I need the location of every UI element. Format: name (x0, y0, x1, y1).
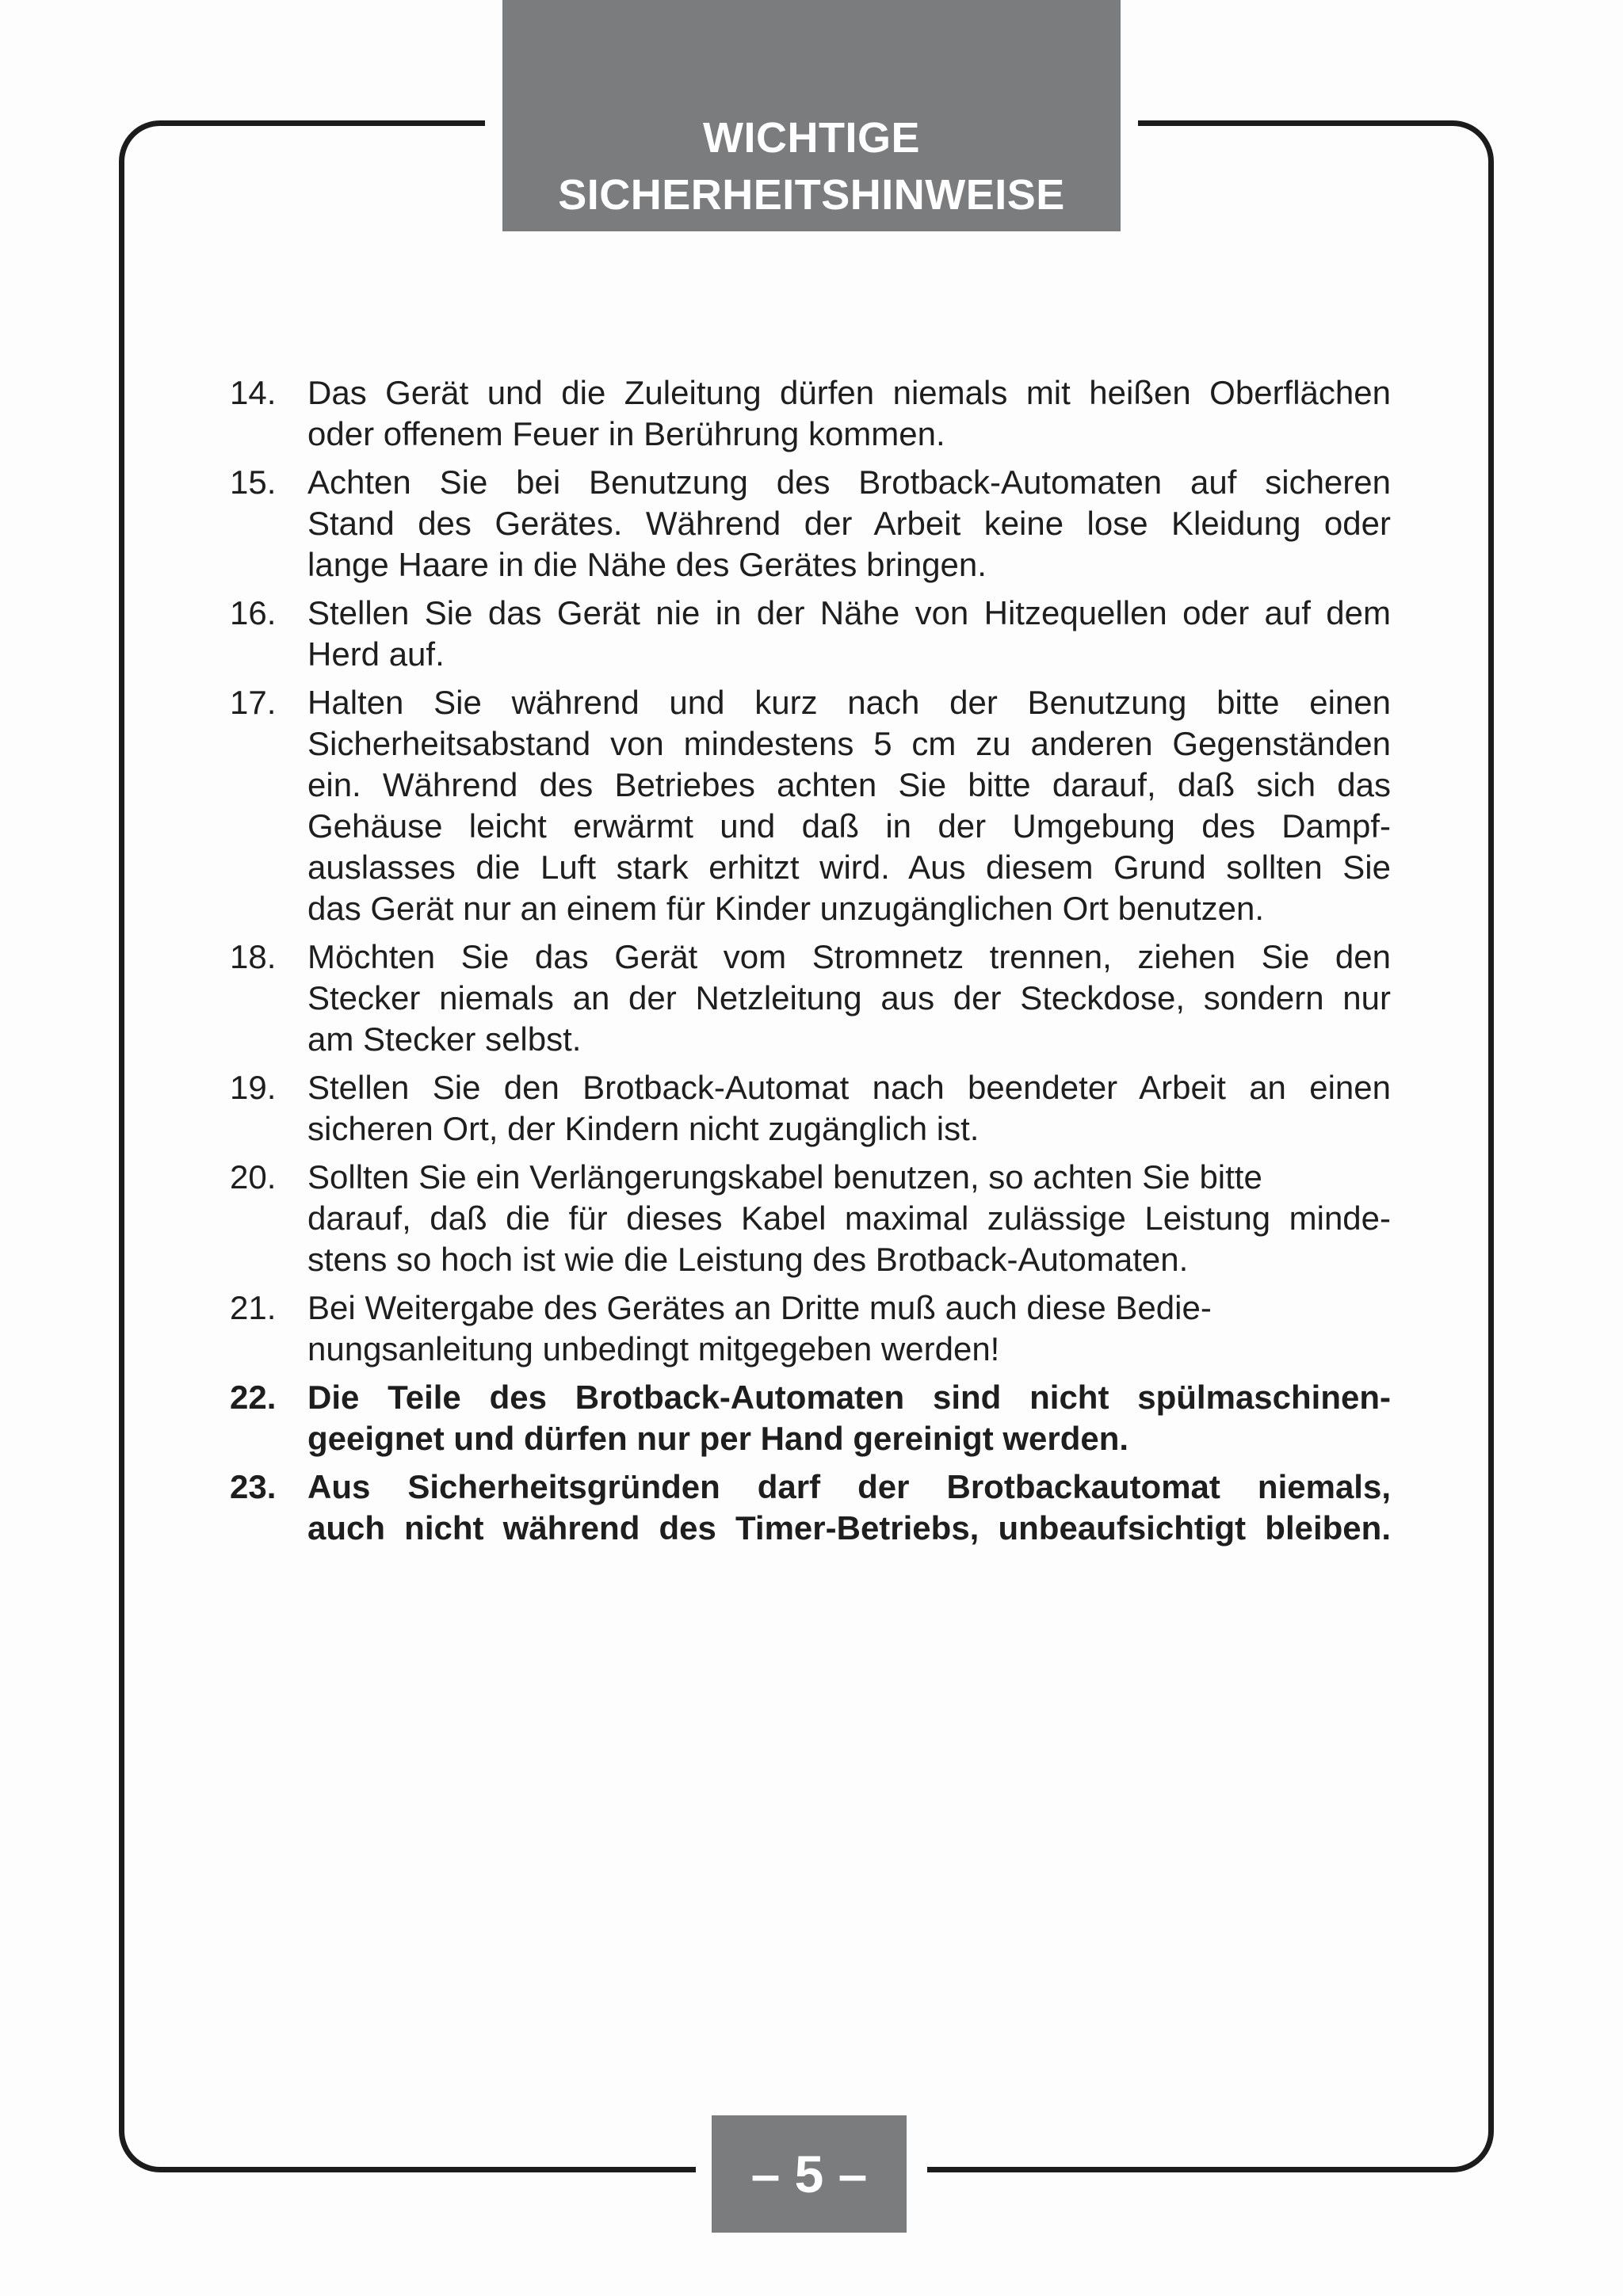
item-line: Stellen Sie den Brotback-Automat nach beendeter Arbeit an einen (307, 1069, 1391, 1106)
list-item (222, 1377, 1391, 1459)
item-line: Stellen Sie das Gerät nie in der Nähe von Hitzequellen oder auf dem (307, 594, 1391, 631)
item-number: 15. (230, 463, 277, 501)
list-item (222, 936, 1391, 1060)
item-line: Stand des Gerätes. Während der Arbeit keine lose Kleidung oder (307, 505, 1391, 542)
item-number: 18. (230, 938, 277, 975)
item-line: lange Haare in die Nähe des Gerätes bringen. (307, 546, 987, 583)
page-number: – 5 – (712, 2115, 907, 2233)
item-number: 19. (230, 1069, 277, 1106)
list-item (222, 1067, 1391, 1150)
item-number: 22. (230, 1379, 277, 1416)
item-line: darauf, daß die für dieses Kabel maximal zulässige Leistung minde- (307, 1199, 1391, 1237)
safety-instructions-list (222, 372, 1391, 1556)
item-line: Gehäuse leicht erwärmt und daß in der Umgebung des Dampf- (307, 807, 1391, 845)
item-line: ein. Während des Betriebes achten Sie bitte darauf, daß sich das (307, 766, 1391, 803)
item-line: Achten Sie bei Benutzung des Brotback-Automaten auf sicheren (307, 463, 1391, 501)
item-line: sicheren Ort, der Kindern nicht zugänglich ist. (307, 1110, 980, 1147)
item-line: geeignet und dürfen nur per Hand gereinigt werden. (307, 1420, 1129, 1457)
item-line: Halten Sie während und kurz nach der Benutzung bitte einen (307, 684, 1391, 721)
section-title-line-2: SICHERHEITSHINWEISE (558, 171, 1065, 219)
item-line: Aus Sicherheitsgründen darf der Brotbackautomat niemals, (307, 1468, 1391, 1505)
list-item (222, 462, 1391, 585)
item-line: das Gerät nur an einem für Kinder unzugänglichen Ort benutzen. (307, 890, 1265, 927)
list-item (222, 1157, 1391, 1280)
list-item (222, 593, 1391, 675)
list-item (222, 682, 1391, 929)
item-number: 17. (230, 684, 277, 721)
item-number: 21. (230, 1289, 277, 1326)
list-item (222, 1466, 1391, 1549)
item-line: Die Teile des Brotback-Automaten sind nicht spülmaschinen- (307, 1379, 1391, 1416)
item-line: Stecker niemals an der Netzleitung aus der Steckdose, sondern nur (307, 979, 1391, 1016)
item-line: Möchten Sie das Gerät vom Stromnetz trennen, ziehen Sie den (307, 938, 1391, 975)
section-title-banner (502, 0, 1121, 231)
item-line: Herd auf. (307, 635, 445, 673)
item-line: am Stecker selbst. (307, 1020, 582, 1058)
item-line: auch nicht während des Timer-Betriebs, unbeaufsichtigt bleiben. (307, 1509, 1391, 1547)
item-number: 14. (230, 374, 277, 411)
list-item (222, 1287, 1391, 1370)
item-line: Das Gerät und die Zuleitung dürfen niemals mit heißen Oberflächen (307, 374, 1391, 411)
item-line: nungsanleitung unbedingt mitgegeben werden! (307, 1330, 1000, 1367)
item-number: 23. (230, 1468, 277, 1505)
item-line: auslasses die Luft stark erhitzt wird. Aus diesem Grund sollten Sie (307, 849, 1391, 886)
item-line: Sicherheitsabstand von mindestens 5 cm zu anderen Gegenständen (307, 725, 1391, 762)
list-item (222, 372, 1391, 455)
item-line: oder offenem Feuer in Berührung kommen. (307, 415, 945, 452)
item-line: Bei Weitergabe des Gerätes an Dritte muß auch diese Bedie- (307, 1289, 1212, 1326)
item-line: Sollten Sie ein Verlängerungskabel benutzen, so achten Sie bitte (307, 1158, 1262, 1196)
section-title-line-1: WICHTIGE (703, 114, 920, 162)
item-line: stens so hoch ist wie die Leistung des Brotback-Automaten. (307, 1241, 1189, 1278)
item-number: 20. (230, 1158, 277, 1196)
item-number: 16. (230, 594, 277, 631)
